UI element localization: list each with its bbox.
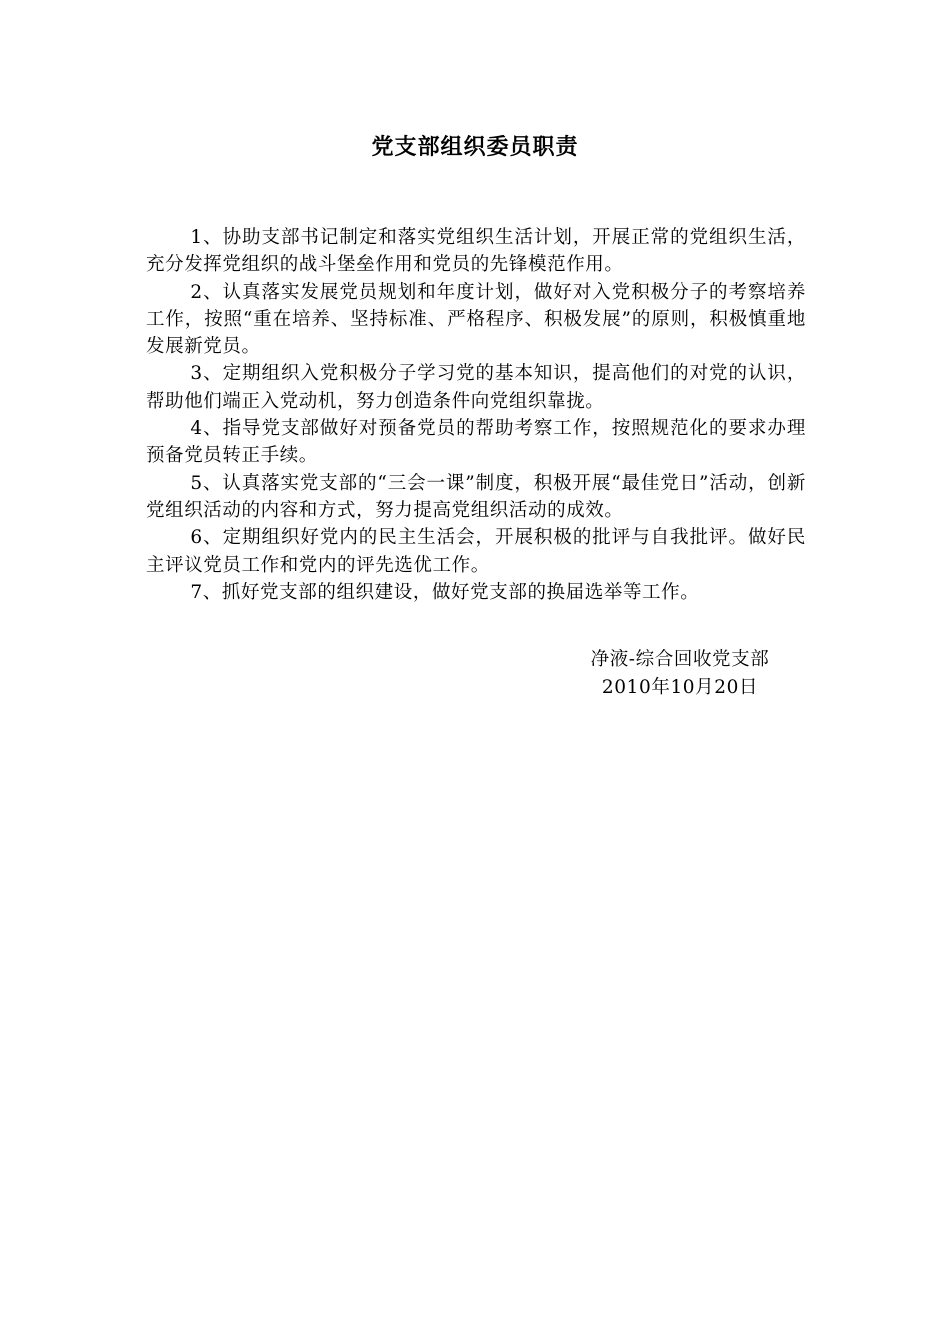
signature-organization: 净液-综合回收党支部 <box>590 649 770 670</box>
document-body <box>146 224 806 606</box>
paragraph-7: 7、抓好党支部的组织建设，做好党支部的换届选举等工作。 <box>190 581 700 603</box>
paragraph-6: 6、定期组织好党内的民主生活会，开展积极的批评与自我批评。做好民主评议党员工作和党内的评先选优工作。 <box>146 527 806 576</box>
paragraph-5: 5、认真落实党支部的“三会一课”制度，积极开展“最佳党日”活动，创新党组织活动的内容和方式，努力提高党组织活动的成效。 <box>146 472 806 521</box>
paragraph-2: 2、认真落实发展党员规划和年度计划，做好对入党积极分子的考察培养工作，按照“重在培养、坚持标准、严格程序、积极发展”的原则，积极慎重地发展新党员。 <box>146 281 806 358</box>
signature-block <box>560 646 800 701</box>
signature-date: 2010年10月20日 <box>601 676 759 698</box>
paragraph-3: 3、定期组织入党积极分子学习党的基本知识，提高他们的对党的认识，帮助他们端正入党动机，努力创造条件向党组织靠拢。 <box>146 363 806 412</box>
document-title: 党支部组织委员职责 <box>371 135 579 160</box>
paragraph-1: 1、协助支部书记制定和落实党组织生活计划，开展正常的党组织生活，充分发挥党组织的战斗堡垒作用和党员的先锋模范作用。 <box>146 227 806 276</box>
paragraph-4: 4、指导党支部做好对预备党员的帮助考察工作，按照规范化的要求办理预备党员转正手续。 <box>146 418 806 467</box>
